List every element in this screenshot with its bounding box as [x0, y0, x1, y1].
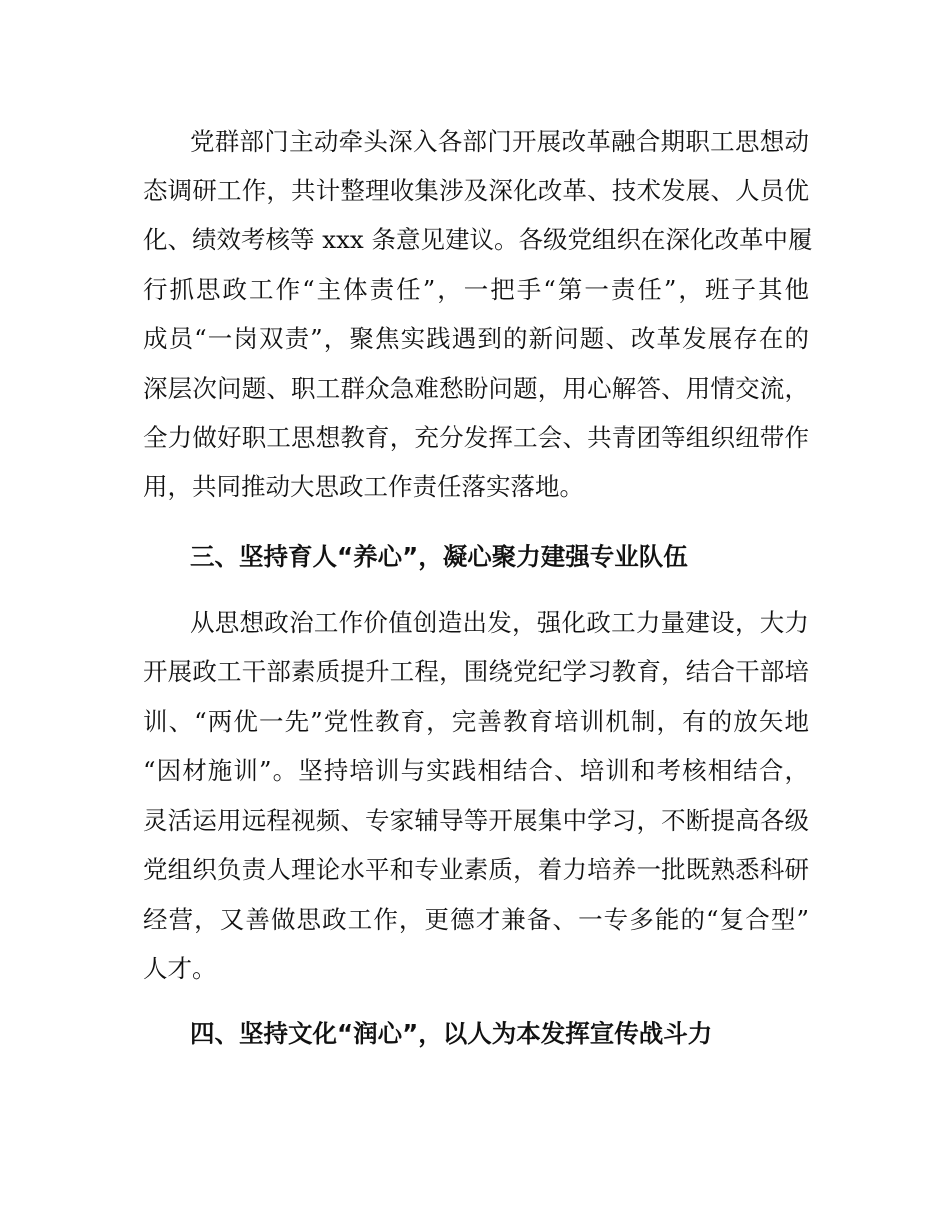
paragraph-1-line: 行抓思政工作“主体责任”，一把手“第一责任”，班子其他 [143, 275, 809, 304]
paragraph-2-line: 人才。 [143, 954, 217, 983]
paragraph-2-line: 从思想政治工作价值创造出发，强化政工力量建设，大力 [190, 608, 809, 637]
paragraph-1-line: 深层次问题、职工群众急难愁盼问题，用心解答、用情交流， [143, 374, 809, 403]
paragraph-2-line: “因材施训”。坚持培训与实践相结合、培训和考核相结合， [143, 756, 809, 785]
paragraph-1-line: 党群部门主动牵头深入各部门开展改革融合期职工思想动 [190, 127, 809, 156]
paragraph-1-line: 全力做好职工思想教育，充分发挥工会、共青团等组织纽带作 [143, 423, 809, 452]
paragraph-2-line: 党组织负责人理论水平和专业素质，着力培养一批既熟悉科研 [143, 855, 809, 884]
paragraph-1-line: 化、绩效考核等 xxx 条意见建议。各级党组织在深化改革中履 [143, 225, 813, 254]
section-heading-4: 四、坚持文化“润心”，以人为本发挥宣传战斗力 [190, 1019, 713, 1048]
paragraph-1-line: 用，共同推动大思政工作责任落实落地。 [143, 472, 584, 501]
paragraph-2-line: 经营，又善做思政工作，更德才兼备、一专多能的“复合型” [143, 905, 809, 934]
paragraph-2-line: 训、“两优一先”党性教育，完善教育培训机制，有的放矢地 [143, 707, 809, 736]
paragraph-1-line: 成员“一岗双责”，聚焦实践遇到的新问题、改革发展存在的 [143, 324, 809, 353]
paragraph-2-line: 灵活运用远程视频、专家辅导等开展集中学习，不断提高各级 [143, 806, 809, 835]
paragraph-1-line: 态调研工作，共计整理收集涉及深化改革、技术发展、人员优 [143, 176, 809, 205]
paragraph-2-line: 开展政工干部素质提升工程，围绕党纪学习教育，结合干部培 [143, 657, 809, 686]
section-heading-3: 三、坚持育人“养心”，凝心聚力建强专业队伍 [190, 542, 688, 571]
